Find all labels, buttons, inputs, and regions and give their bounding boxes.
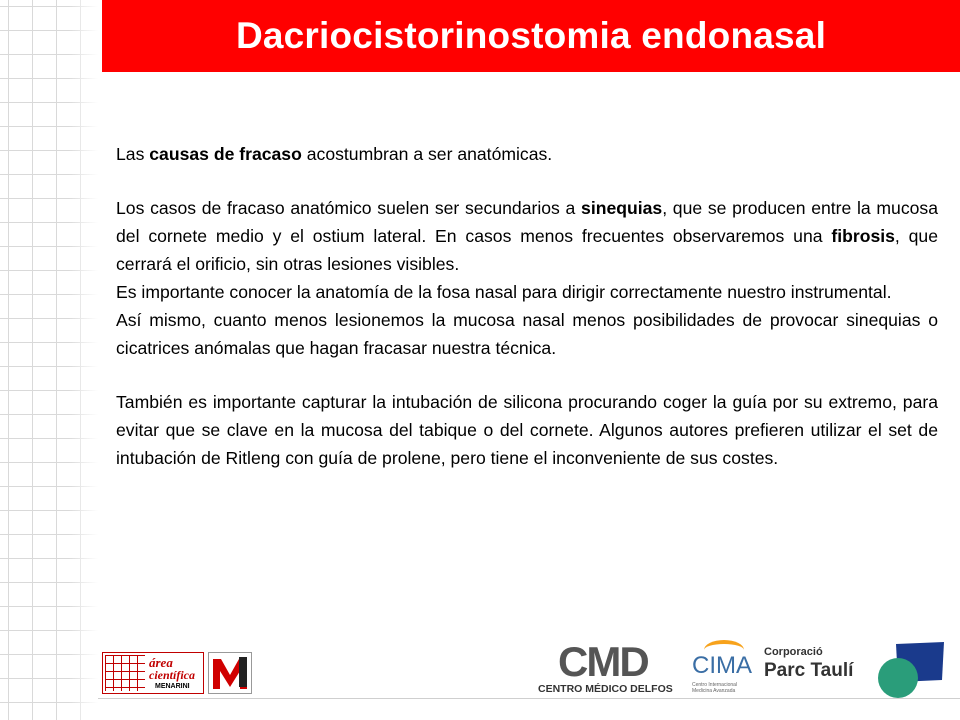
parc-tauli-shapes-icon	[868, 640, 948, 698]
p2-bold-fibrosis: fibrosis	[831, 226, 895, 246]
p2-text-e: , que cerrará el orificio, sin otras lesiones visibles.	[116, 226, 938, 274]
p1-bold-text: causas de fracaso	[149, 144, 302, 164]
pt-name: Parc Taulí	[764, 660, 854, 681]
m-icon	[209, 653, 251, 693]
area-logo-line3: MENARINI	[155, 683, 190, 690]
paragraph-1	[116, 140, 938, 168]
p2-text-a: Los casos de fracaso anatómico suelen ser secundarios a	[116, 198, 582, 218]
area-cientifica-logo	[102, 652, 204, 694]
area-logo-line2: científica	[149, 668, 195, 682]
paragraph-4: Así mismo, cuanto menos lesionemos la mucosa nasal menos posibilidades de provocar sinequias o cicatrices anómalas que hagan fracasar nuestra técnica.	[116, 310, 938, 358]
p1-text: Las	[116, 144, 150, 164]
cima-name: CIMA	[692, 652, 752, 679]
centro-medico-delfos-logo	[538, 638, 684, 698]
pt-corp: Corporació	[764, 646, 823, 658]
slide-body	[116, 140, 938, 472]
grid-fade	[0, 0, 98, 720]
cmd-name: CENTRO MÉDICO DELFOS	[538, 683, 673, 695]
spacer	[116, 362, 938, 388]
logo-grid-icon	[105, 655, 145, 691]
p1-text-end: acostumbran a ser anatómicas.	[301, 144, 553, 164]
cmd-logo-text: CMD	[558, 638, 648, 685]
cima-sub1: Centro Internacional	[692, 682, 738, 688]
p2-bold-sinequias: sinequias	[581, 198, 663, 218]
title-banner	[102, 0, 960, 72]
slide-title: Dacriocistorinostomia endonasal	[235, 15, 827, 56]
paragraph-3: Es importante conocer la anatomía de la fosa nasal para dirigir correctamente nuestro instrumental.	[116, 282, 892, 302]
paragraph-2	[116, 194, 938, 278]
menarini-m-logo	[208, 652, 252, 694]
spacer	[116, 168, 938, 194]
p2-text-c: , que se producen entre la mucosa del cornete medio y el ostium lateral. En casos menos frecuentes observaremos una	[116, 198, 939, 246]
cima-logo	[690, 638, 750, 698]
cima-sub2: Medicina Avanzada	[692, 688, 736, 694]
paragraph-5: También es importante capturar la intubación de silicona procurando coger la guía por su extremo, para evitar que se clave en la mucosa del tabique o del cornete. Algunos autores prefieren utilizar el set de intubación de Ritleng con guía de prolene, pero tiene el inconveniente de sus costes.	[116, 392, 938, 468]
area-logo-line1: área	[149, 655, 173, 670]
parc-tauli-logo	[760, 640, 950, 700]
